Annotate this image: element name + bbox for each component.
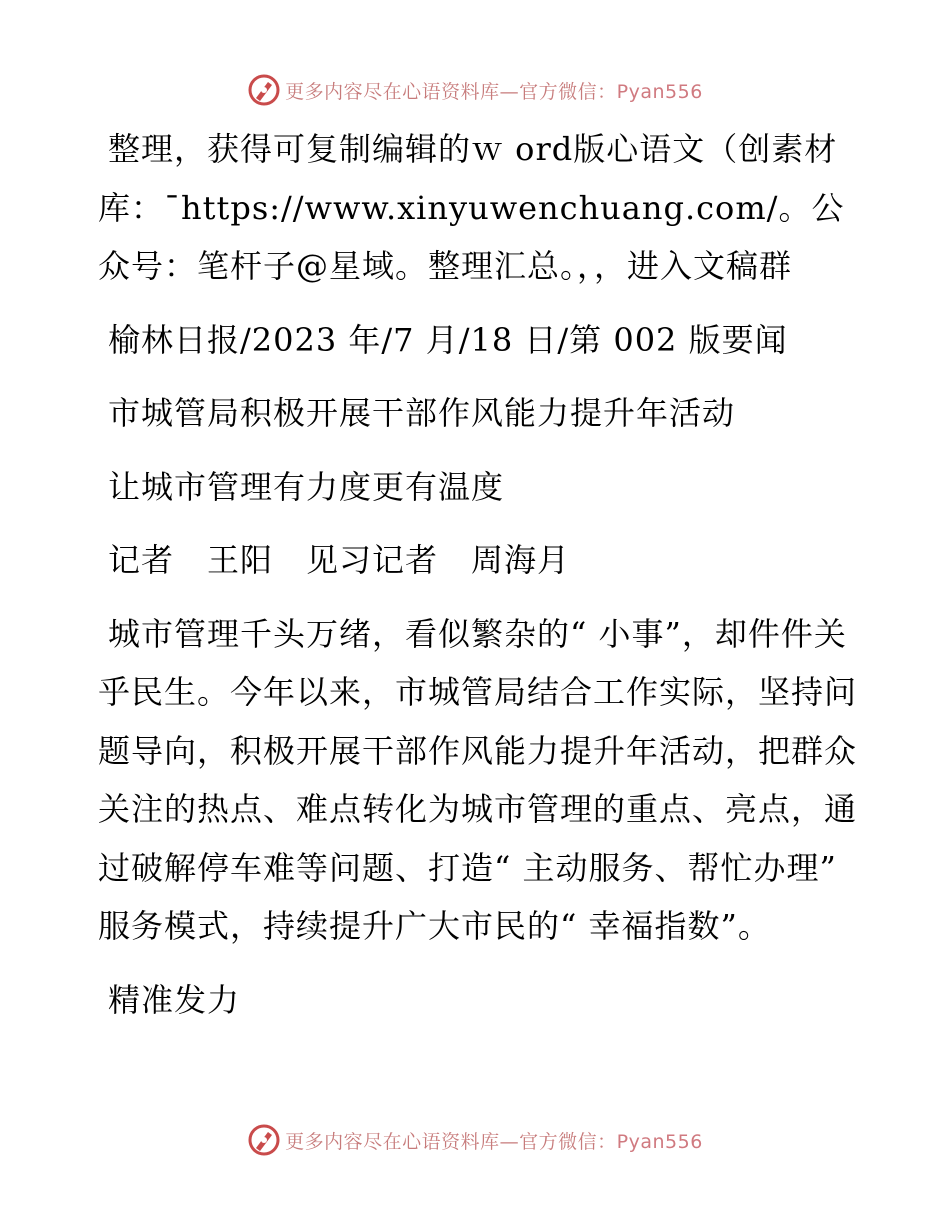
watermark-banner-top — [0, 70, 950, 110]
logo-icon — [247, 73, 281, 107]
section-heading: 精准发力 — [108, 980, 241, 1019]
watermark-banner-bottom — [0, 1120, 950, 1160]
document-body — [98, 120, 868, 1044]
subheadline: 让城市管理有力度更有温度 — [108, 467, 505, 506]
watermark-text: 更多内容尽在心语资料库—官方微信：Pyan556 — [285, 1130, 703, 1153]
logo-icon — [247, 1123, 281, 1157]
headline: 市城管局积极开展干部作风能力提升年活动 — [108, 394, 736, 432]
byline: 记者 王阳 见习记者 周海月 — [108, 541, 571, 579]
body-paragraph: 城市管理千头万绪，看似繁杂的“ 小事”，却件件关乎民生。今年以来，市城管局结合工作实际，坚持问题导向，积极开展干部作风能力提升年活动，把群众关注的热点、难点转化为城市管理的重点、亮点，通过破解停车难等问题、打造“ 主动服务、帮忙办理” 服务模式，持续提升广大市民的“ 幸福指数”。 — [98, 614, 858, 945]
intro-paragraph: 整理，获得可复制编辑的ｗ ord版心语文（创素材库：¯https://www.xinyuwenchuang.com/。公众号：笔杆子@星域。整理汇总。，，进入文稿群 — [98, 130, 845, 285]
publication-line: 榆林日报/2023 年/7 月/18 日/第 002 版要闻 — [108, 320, 788, 359]
watermark-text: 更多内容尽在心语资料库—官方微信：Pyan556 — [285, 80, 703, 103]
